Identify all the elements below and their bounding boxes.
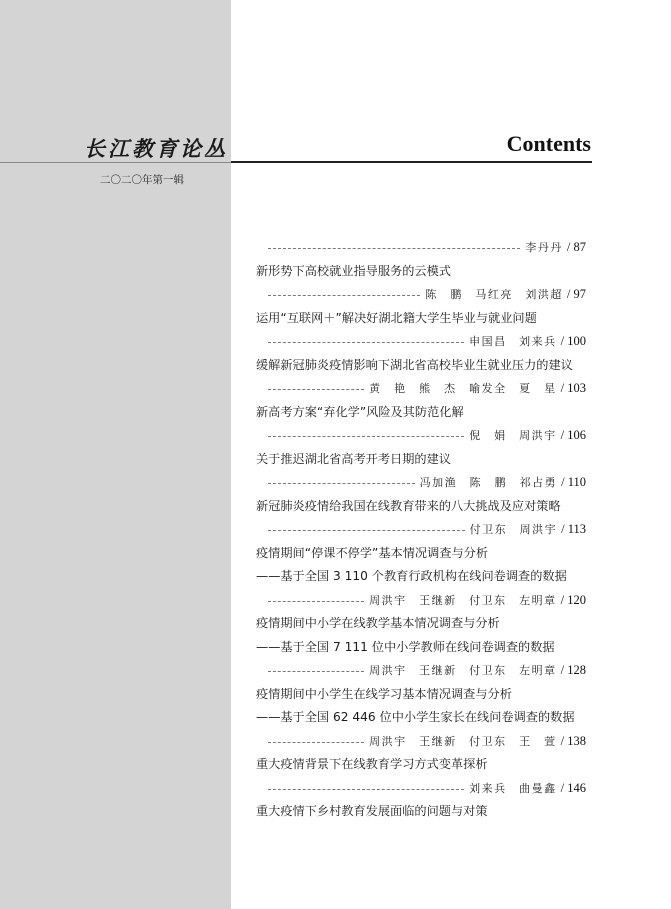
toc-page-number: / 113 [561,522,586,536]
toc-authors: 刘来兵 曲曼鑫 [469,781,557,795]
toc-page-number: / 110 [561,475,586,489]
toc-article-title: 疫情期间中小学在线教学基本情况调查与分析 [256,616,500,630]
toc-authors: 周洪宇 王继新 付卫东 左明章 [369,664,557,677]
dot-leader [268,342,464,343]
toc-author-line [256,518,586,542]
dot-leader [268,789,464,790]
toc-article-title: 关于推迟湖北省高考开考日期的建议 [256,451,451,466]
toc-authors: 陈 鹏 马红亮 刘洪超 [425,288,563,301]
toc-subtitle: ——基于全国 7 111 位中小学教师在线问卷调查的数据 [256,639,555,654]
toc-subtitle: ——基于全国 3 110 个教育行政机构在线问卷调查的数据 [256,569,567,583]
dot-leader [268,389,364,390]
toc-author-line [256,471,586,495]
dot-leader [268,248,520,249]
toc-author-line [256,236,586,260]
header-divider-left [0,162,231,163]
toc-article-title: 重大疫情下乡村教育发展面临的问题与对策 [256,804,488,818]
header-divider-right [231,161,592,163]
toc-authors: 李丹丹 [525,241,563,254]
toc-authors: 周洪宇 王继新 付卫东 王 萱 [369,734,557,748]
toc-authors: 冯加渔 陈 鹏 祁占勇 [419,476,558,489]
toc-author-line [256,330,586,354]
toc-author-line [256,777,586,801]
toc-article-title: 新形势下高校就业指导服务的云模式 [256,263,451,278]
toc-authors: 倪 娟 周洪宇 [469,429,557,442]
toc-subtitle: ——基于全国 62 446 位中小学生家长在线问卷调查的数据 [256,710,575,724]
table-of-contents [256,236,586,824]
toc-article-title: 新冠肺炎疫情给我国在线教育带来的八大挑战及应对策略 [256,498,561,513]
toc-author-line [256,283,586,307]
toc-page-number: / 100 [560,334,586,348]
toc-article-title: 缓解新冠肺炎疫情影响下湖北省高校毕业生就业压力的建议 [256,357,573,372]
toc-authors: 付卫东 周洪宇 [469,523,558,536]
toc-page-number: / 103 [560,381,586,395]
toc-authors: 黄 艳 熊 杰 喻发全 夏 星 [369,382,557,395]
toc-page-number: / 97 [566,287,586,301]
dot-leader [268,436,464,437]
dot-leader [268,295,420,296]
toc-author-line [256,377,586,401]
dot-leader [268,742,364,743]
toc-authors: 周洪宇 王继新 付卫东 左明章 [369,593,557,607]
toc-author-line [256,659,586,683]
toc-authors: 申国昌 刘来兵 [469,335,557,348]
toc-page-number: / 138 [560,733,586,748]
toc-author-line [256,589,586,613]
toc-article-title: 疫情期间“停课不停学”基本情况调查与分析 [256,545,489,560]
toc-author-line [256,730,586,754]
toc-page-number: / 87 [566,240,586,254]
toc-page-number: / 120 [560,592,586,607]
toc-article-title: 重大疫情背景下在线教育学习方式变革探析 [256,757,488,771]
toc-page-number: / 128 [560,663,586,677]
toc-author-line [256,424,586,448]
toc-page-number: / 106 [560,428,586,442]
dot-leader [268,530,465,531]
dot-leader [268,601,364,602]
toc-article-title: 疫情期间中小学生在线学习基本情况调查与分析 [256,686,512,701]
dot-leader [268,483,415,484]
contents-heading: Contents [506,131,591,156]
toc-page-number: / 146 [560,780,586,795]
dot-leader [268,671,364,672]
toc-article-title: 运用“互联网＋”解决好湖北籍大学生毕业与就业问题 [256,310,537,325]
journal-title: 长江教育论丛 [84,136,228,161]
issue-label: 二〇二〇年第一辑 [100,174,184,186]
toc-article-title: 新高考方案“弃化学”风险及其防范化解 [256,404,464,419]
